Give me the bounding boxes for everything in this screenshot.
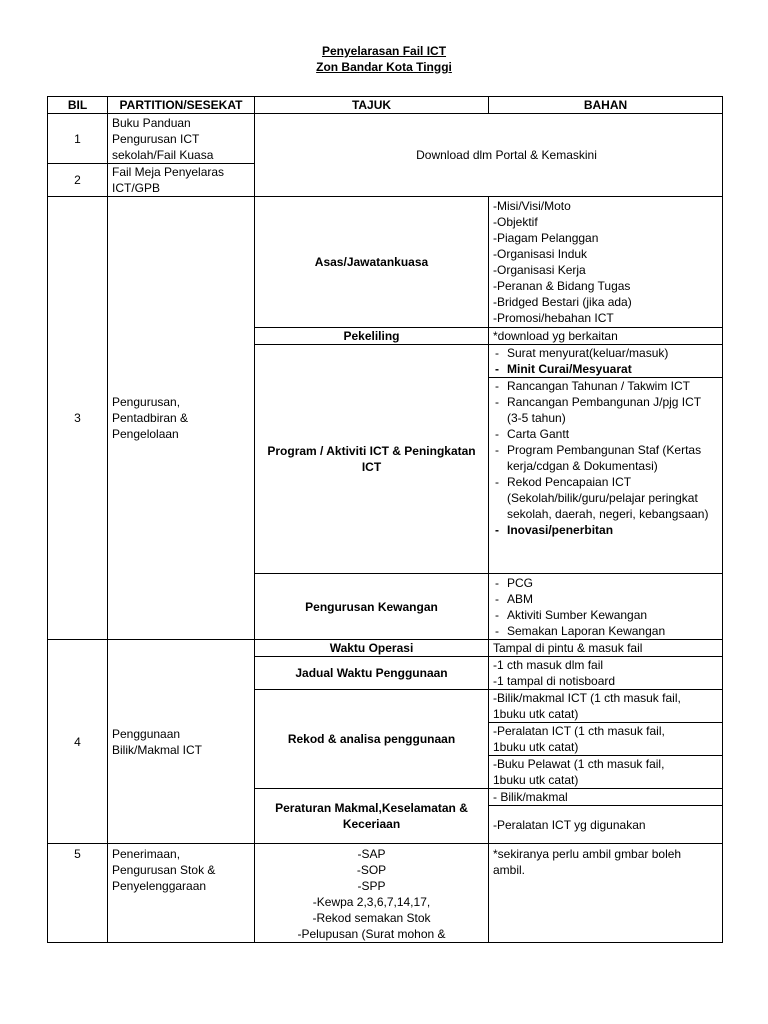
row1-partition: Buku Panduan Pengurusan ICT sekolah/Fail Kuasa bbox=[108, 114, 255, 164]
asas-title: Asas/Jawatankuasa bbox=[255, 197, 489, 328]
document-title: Penyelarasan Fail ICT bbox=[321, 44, 447, 58]
list-item: - Rancangan Pembangunan J/pjg ICT (3-5 tahun) bbox=[493, 394, 718, 426]
asas-bahan bbox=[489, 197, 723, 328]
list-item: -SPP bbox=[357, 879, 386, 893]
table-row bbox=[48, 197, 723, 328]
list-item: -Organisasi Induk bbox=[493, 247, 588, 261]
list-item: - Rancangan Tahunan / Takwim ICT bbox=[493, 378, 718, 394]
list-item: - Surat menyurat(keluar/masuk) bbox=[493, 345, 718, 361]
program-bahan bbox=[489, 378, 723, 574]
header-tajuk: TAJUK bbox=[255, 97, 489, 114]
table-header-row bbox=[48, 97, 723, 114]
waktu-title: Waktu Operasi bbox=[255, 640, 489, 657]
list-item: - Program Pembangunan Staf (Kertas kerja/cdgan & Dokumentasi) bbox=[493, 442, 718, 474]
header-partition: PARTITION/SESEKAT bbox=[108, 97, 255, 114]
file-alignment-table bbox=[47, 96, 723, 943]
list-item: -Misi/Visi/Moto bbox=[493, 199, 571, 213]
header-bil: BIL bbox=[48, 97, 108, 114]
table-row bbox=[48, 640, 723, 657]
waktu-bahan: Tampal di pintu & masuk fail bbox=[489, 640, 723, 657]
list-item: - ABM bbox=[493, 591, 718, 607]
peraturan-bahan-2: -Peralatan ICT yg digunakan bbox=[489, 806, 723, 844]
document-subtitle: Zon Bandar Kota Tinggi bbox=[316, 60, 452, 74]
list-item: - PCG bbox=[493, 575, 718, 591]
list-item: -Pelupusan (Surat mohon & bbox=[297, 927, 446, 941]
list-item: - Minit Curai/Mesyuarat bbox=[493, 361, 718, 377]
pekeliling-title: Pekeliling bbox=[255, 328, 489, 345]
row2-bil: 2 bbox=[48, 164, 108, 197]
list-item: -Rekod semakan Stok bbox=[312, 911, 431, 925]
rekod-title: Rekod & analisa penggunaan bbox=[255, 690, 489, 789]
row4-partition: Penggunaan Bilik/Makmal ICT bbox=[108, 640, 255, 844]
row2-partition: Fail Meja Penyelaras ICT/GPB bbox=[108, 164, 255, 197]
row5-partition: Penerimaan, Pengurusan Stok & Penyelenggaraan bbox=[108, 844, 255, 943]
jadual-title: Jadual Waktu Penggunaan bbox=[255, 657, 489, 690]
list-item: -Organisasi Kerja bbox=[493, 263, 586, 277]
row1-bil: 1 bbox=[48, 114, 108, 164]
list-item: -Peranan & Bidang Tugas bbox=[493, 279, 631, 293]
list-item: -Objektif bbox=[493, 215, 538, 229]
peraturan-bahan-1: - Bilik/makmal bbox=[489, 789, 723, 806]
row4-bil: 4 bbox=[48, 640, 108, 844]
header-bahan: BAHAN bbox=[489, 97, 723, 114]
row5-tajuk bbox=[255, 844, 489, 943]
list-item: -Kewpa 2,3,6,7,14,17, bbox=[312, 895, 431, 909]
rekod-bahan-1: -Bilik/makmal ICT (1 cth masuk fail, 1buku utk catat) bbox=[489, 690, 723, 723]
list-item: - Rekod Pencapaian ICT (Sekolah/bilik/guru/pelajar peringkat sekolah, daerah, negeri, kebangsaan) bbox=[493, 474, 718, 522]
list-item: -Piagam Pelanggan bbox=[493, 231, 599, 245]
table-row bbox=[48, 114, 723, 164]
list-item: -SOP bbox=[356, 863, 387, 877]
kewangan-bahan bbox=[489, 574, 723, 640]
row5-bil: 5 bbox=[48, 844, 108, 943]
list-item: -Promosi/hebahan ICT bbox=[493, 311, 614, 325]
rekod-bahan-3: -Buku Pelawat (1 cth masuk fail, 1buku utk catat) bbox=[489, 756, 723, 789]
row3-bil: 3 bbox=[48, 197, 108, 640]
peraturan-title: Peraturan Makmal,Keselamatan & Keceriaan bbox=[255, 789, 489, 844]
pekeliling-bahan: *download yg berkaitan bbox=[489, 328, 723, 345]
row3-partition: Pengurusan, Pentadbiran & Pengelolaan bbox=[108, 197, 255, 640]
jadual-bahan: -1 cth masuk dlm fail -1 tampal di notisboard bbox=[489, 657, 723, 690]
list-item: -SAP bbox=[357, 847, 386, 861]
row12-bahan: Download dlm Portal & Kemaskini bbox=[255, 114, 723, 197]
list-item: - Carta Gantt bbox=[493, 426, 718, 442]
table-row bbox=[48, 844, 723, 943]
program-title: Program / Aktiviti ICT & Peningkatan ICT bbox=[255, 345, 489, 574]
rekod-bahan-2: -Peralatan ICT (1 cth masuk fail, 1buku utk catat) bbox=[489, 723, 723, 756]
surat-bahan bbox=[489, 345, 723, 378]
row5-bahan: *sekiranya perlu ambil gmbar boleh ambil. bbox=[489, 844, 723, 943]
list-item: - Inovasi/penerbitan bbox=[493, 522, 718, 538]
kewangan-title: Pengurusan Kewangan bbox=[255, 574, 489, 640]
list-item: -Bridged Bestari (jika ada) bbox=[493, 295, 632, 309]
list-item: - Aktiviti Sumber Kewangan bbox=[493, 607, 718, 623]
list-item: - Semakan Laporan Kewangan bbox=[493, 623, 718, 639]
